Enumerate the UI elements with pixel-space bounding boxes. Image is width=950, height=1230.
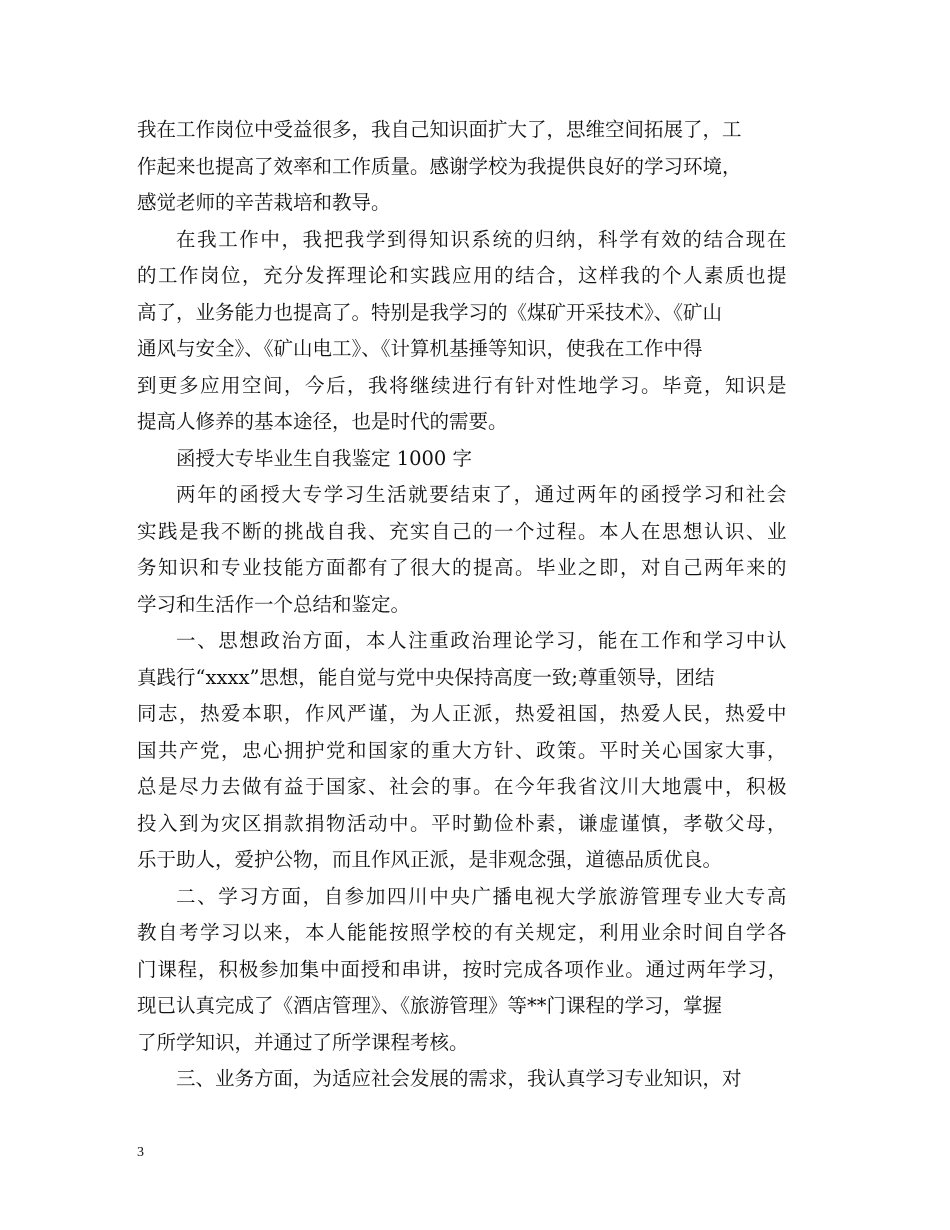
text-line: 实践是我不断的挑战自我、充实自己的一个过程。本人在思想认识、业 [137, 519, 788, 543]
text-line: 真践行“xxxx”思想，能自觉与党中央保持高度一致;尊重领导，团结 [137, 665, 715, 689]
text-line: 通风与安全》、《矿山电工》、《计算机基捶等知识，使我在工作中得 [137, 337, 703, 360]
paragraph [137, 477, 827, 623]
text-line: 在我工作中，我把我学到得知识系统的归纳，科学有效的结合现在 [176, 227, 788, 251]
paragraph [137, 222, 827, 441]
text-line: 了所学知识，并通过了所学课程考核。 [137, 1030, 469, 1054]
text-line: 门课程，积极参加集中面授和串讲，按时完成各项作业。通过两年学习， [137, 957, 788, 981]
paragraph [137, 1061, 827, 1098]
paragraph [137, 879, 827, 1062]
text-line: 的工作岗位，充分发挥理论和实践应用的结合，这样我的个人素质也提 [137, 264, 788, 287]
text-line: 乐于助人，爱护公物，而且作风正派，是非观念强，道德品质优良。 [137, 848, 723, 871]
text-line: 总是尽力去做有益于国家、社会的事。在今年我省汶川大地震中，积极 [137, 775, 788, 798]
text-line: 国共产党，忠心拥护党和国家的重大方针、政策。平时关心国家大事， [137, 738, 788, 762]
text-line: 同志，热爱本职，作风严谨，为人正派，热爱祖国，热爱人民，热爱中 [137, 702, 788, 725]
text-line: 三、业务方面，为适应社会发展的需求，我认真学习专业知识，对 [176, 1067, 742, 1090]
text-line: 两年的函授大专学习生活就要结束了，通过两年的函授学习和社会 [176, 483, 788, 506]
paragraph [137, 623, 827, 879]
text-line: 务知识和专业技能方面都有了很大的提高。毕业之即，对自己两年来的 [137, 556, 788, 579]
text-line: 我在工作岗位中受益很多，我自己知识面扩大了，思维空间拓展了，工 [137, 118, 742, 141]
text-line: 作起来也提高了效率和工作质量。感谢学校为我提供良好的学习环境， [137, 154, 742, 178]
text-line: 一、思想政治方面，本人注重政治理论学习，能在工作和学习中认 [176, 629, 788, 652]
text-line: 高了，业务能力也提高了。特别是我学习的《煤矿开采技术》、《矿山 [137, 300, 723, 324]
text-line: 现已认真完成了《酒店管理》、《旅游管理》等**门课程的学习，掌握 [137, 994, 723, 1017]
text-line: 提高人修养的基本途径，也是时代的需要。 [137, 410, 508, 433]
text-line: 教自考学习以来，本人能能按照学校的有关规定，利用业余时间自学各 [137, 921, 788, 944]
text-line: 二、学习方面，自参加四川中央广播电视大学旅游管理专业大专高 [176, 884, 788, 908]
text-line: 感觉老师的辛苦栽培和教导。 [137, 191, 391, 214]
page-number: 3 [137, 1145, 144, 1160]
document-body [137, 112, 827, 1098]
text-line: 函授大专毕业生自我鉴定 1000 字 [176, 446, 473, 470]
text-line: 到更多应用空间，今后，我将继续进行有针对性地学习。毕竟，知识是 [137, 373, 788, 397]
paragraph [137, 441, 827, 478]
text-line: 学习和生活作一个总结和鉴定。 [137, 592, 411, 616]
text-line: 投入到为灾区捐款捐物活动中。平时勤俭朴素，谦虚谨慎，孝敬父母， [137, 811, 788, 835]
paragraph [137, 112, 827, 222]
